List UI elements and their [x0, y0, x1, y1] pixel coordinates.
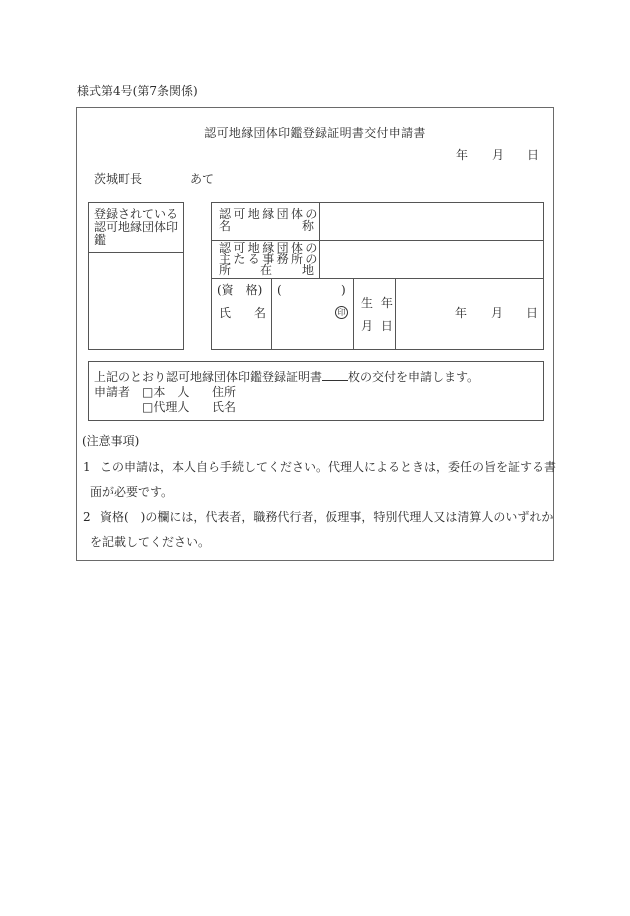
birthdate-label-top: 生 年: [361, 296, 395, 310]
option-self-checkbox[interactable]: □本 人: [142, 385, 190, 399]
org-name-label-top: 認可地縁団体の: [219, 207, 320, 221]
note-2-number: 2: [83, 510, 91, 524]
qualification-field[interactable]: [284, 281, 338, 299]
representative-name-field[interactable]: [274, 302, 334, 322]
office-address-label-mid: 在: [260, 263, 273, 277]
recipient-suffix: あて: [190, 172, 215, 186]
birthdate-label-bottom: 月 日: [361, 319, 395, 333]
office-address-label-line1: 認可地縁団体の: [219, 241, 320, 255]
name-label-left: 氏: [219, 306, 232, 320]
applicant-name-field[interactable]: [240, 398, 530, 414]
seal-stamp-mark: 印: [335, 306, 348, 319]
address-label: 住所: [212, 385, 237, 399]
table-row-divider: [211, 278, 544, 279]
qualification-open-paren: (: [277, 283, 282, 297]
note-1-number: 1: [83, 460, 91, 474]
form-title: 認可地縁団体印鑑登録証明書交付申請書: [204, 126, 426, 140]
table-col-divider: [353, 278, 354, 350]
qualification-close-paren: ): [341, 283, 346, 297]
notes-heading: (注意事項): [82, 434, 140, 448]
org-name-label-left: 名: [219, 219, 232, 233]
name-label-right: 名: [254, 306, 267, 320]
statement-text-after: 枚の交付を申請します。: [348, 370, 480, 384]
office-address-label-line2: 主たる事務所の: [219, 252, 320, 266]
note-2-text: 資格( )の欄には，代表者，職務代行者，仮理事，特別代理人又は清算人のいずれか: [100, 510, 554, 524]
date-year-label: 年: [456, 148, 469, 162]
option-agent-checkbox[interactable]: □代理人: [142, 400, 190, 414]
date-month-label: 月: [492, 148, 505, 162]
note-2-text-cont: を記載してください。: [90, 535, 211, 549]
table-col-divider: [395, 278, 396, 350]
qualification-label: (資 格): [217, 283, 263, 297]
applicant-label: 申請者: [94, 385, 131, 399]
note-1-text-cont: 面が必要です。: [90, 485, 174, 499]
registered-seal-label: 登録されている認可地縁団体印鑑: [94, 207, 179, 247]
org-name-label-right: 称: [302, 219, 315, 233]
applicant-address-field[interactable]: [240, 383, 530, 399]
seal-impression-area[interactable]: [90, 254, 182, 348]
statement-line: [94, 370, 479, 383]
date-day-label: 日: [527, 148, 540, 162]
copies-count-field[interactable]: [322, 370, 348, 381]
org-name-field[interactable]: [321, 204, 542, 239]
form-number-label: 様式第4号(第7条関係): [77, 84, 198, 98]
seal-box-divider: [88, 252, 184, 253]
office-address-field[interactable]: [321, 242, 542, 277]
recipient-name: 茨城町長: [94, 172, 143, 186]
birthdate-field[interactable]: [397, 280, 542, 348]
statement-text-before: 上記のとおり認可地縁団体印鑑登録証明書: [94, 370, 323, 384]
note-1-text: この申請は，本人自ら手続してください。代理人によるときは，委任の旨を証する書: [100, 460, 557, 474]
office-address-label-right: 地: [302, 263, 315, 277]
applicant-name-label: 氏名: [212, 400, 237, 414]
birth-year-label: 年: [455, 306, 468, 320]
birth-month-label: 月: [491, 306, 504, 320]
office-address-label-left: 所: [219, 263, 232, 277]
table-col-divider: [271, 278, 272, 350]
birth-day-label: 日: [526, 306, 539, 320]
